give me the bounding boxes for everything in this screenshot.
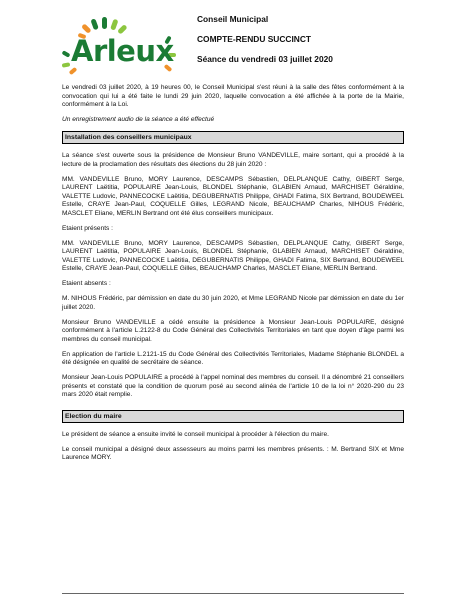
assessors-paragraph: Le conseil municipal a désigné deux assesseurs au moins parmi les membres présents. : M. Bertrand SIX et Mme Laurence MORY. bbox=[62, 445, 404, 461]
secretary-paragraph: En application de l'article L.2121-15 du Code Général des Collectivités Territoriales, Madame Stéphanie BLONDEL a été désignée en qualité de secrétaire de séance. bbox=[62, 350, 404, 366]
audio-note: Un enregistrement audio de la séance a été effectué bbox=[62, 116, 215, 123]
report-title: COMPTE-RENDU SUCCINCT bbox=[197, 34, 311, 44]
opening-paragraph: La séance s'est ouverte sous la présidence de Monsieur Bruno VANDEVILLE, maire sortant, qui a procédé à la lecture de la proclamation des résultats des élections du 28 juin 2020 : bbox=[62, 152, 404, 168]
mayor-election-paragraph: Le président de séance a ensuite invité le conseil municipal à procéder à l'élection du maire. bbox=[62, 430, 329, 438]
present-list: MM. VANDEVILLE Bruno, MORY Laurence, DESCAMPS Sébastien, DELPLANQUE Cathy, GIBERT Serge, LAURENT Laëtitia, POPULAIRE Jean-Louis, BLONDEL Stéphanie, GLABIEN Arnaud, MARCHISET Géraldine, VALETTE Ludovic, PANNECOCKE Laëtitia, DEGUBERNATIS Philippe, GHADI Fatima, SIX Bertrand, BOUDEWEEL Estelle, CRAYE Jean-Paul, COQUELLE Gilles, BEAUCHAMP Charles, MASCLET Eliane, MERLIN Bertrand. bbox=[62, 239, 404, 272]
section-mayor-election-title: Election du maire bbox=[62, 410, 404, 423]
section-installation-title: Installation des conseillers municipaux bbox=[62, 131, 404, 144]
arleux-logo bbox=[62, 16, 176, 76]
present-label: Etaient présents : bbox=[62, 224, 113, 232]
absent-list: M. NIHOUS Frédéric, par démission en date du 30 juin 2020, et Mme LEGRAND Nicole par démission en date du 1er juillet 2020. bbox=[62, 295, 404, 311]
report-body bbox=[62, 84, 404, 469]
report-header bbox=[197, 14, 333, 74]
quorum-paragraph: Monsieur Jean-Louis POPULAIRE a procédé à l'appel nominal des membres du conseil. Il a dénombré 21 conseillers présents et constaté que la condition de quorum posé au second alinéa de l'article 10 de la loi n° 2020-290 du 23 mars 2020 était remplie. bbox=[62, 374, 404, 398]
footer-rule bbox=[62, 593, 404, 594]
elected-list: MM. VANDEVILLE Bruno, MORY Laurence, DESCAMPS Sébastien, DELPLANQUE Cathy, GIBERT Serge, LAURENT Laëtitia, POPULAIRE Jean-Louis, BLONDEL Stéphanie, GLABIEN Arnaud, MARCHISET Géraldine, VALETTE Ludovic, PANNECOCKE Laëtitia, DEGUBERNATIS Philippe, GHADI Fatima, SIX Bertrand, BOUDEWEEL Estelle, CRAYE Jean-Paul, COQUELLE Gilles, LEGRAND Nicole, BEAUCHAMP Charles, NIHOUS Frédéric, MASCLET Eliane, MERLIN Bertrand ont été élus conseillers municipaux. bbox=[62, 175, 404, 217]
president-paragraph: Monsieur Bruno VANDEVILLE a cédé ensuite la présidence à Monsieur Jean-Louis POPULAIRE, désigné conformément à l'article L.2122-8 du Code Général des Collectivités Territoriales en tant que doyen d'âge parmi les membres du conseil municipal. bbox=[62, 318, 404, 343]
intro-paragraph: Le vendredi 03 juillet 2020, à 19 heures 00, le Conseil Municipal s'est réuni à la salle des fêtes conformément à la convocation qui lui a été faite le lundi 29 juin 2020, laquelle convocation a été affichée à la porte de la Mairie, conformément à la Loi. bbox=[62, 84, 404, 108]
absent-label: Etaient absents : bbox=[62, 280, 111, 287]
logo-text: Arleux bbox=[71, 34, 174, 68]
session-date: Séance du vendredi 03 juillet 2020 bbox=[197, 54, 333, 64]
council-title: Conseil Municipal bbox=[197, 14, 269, 24]
